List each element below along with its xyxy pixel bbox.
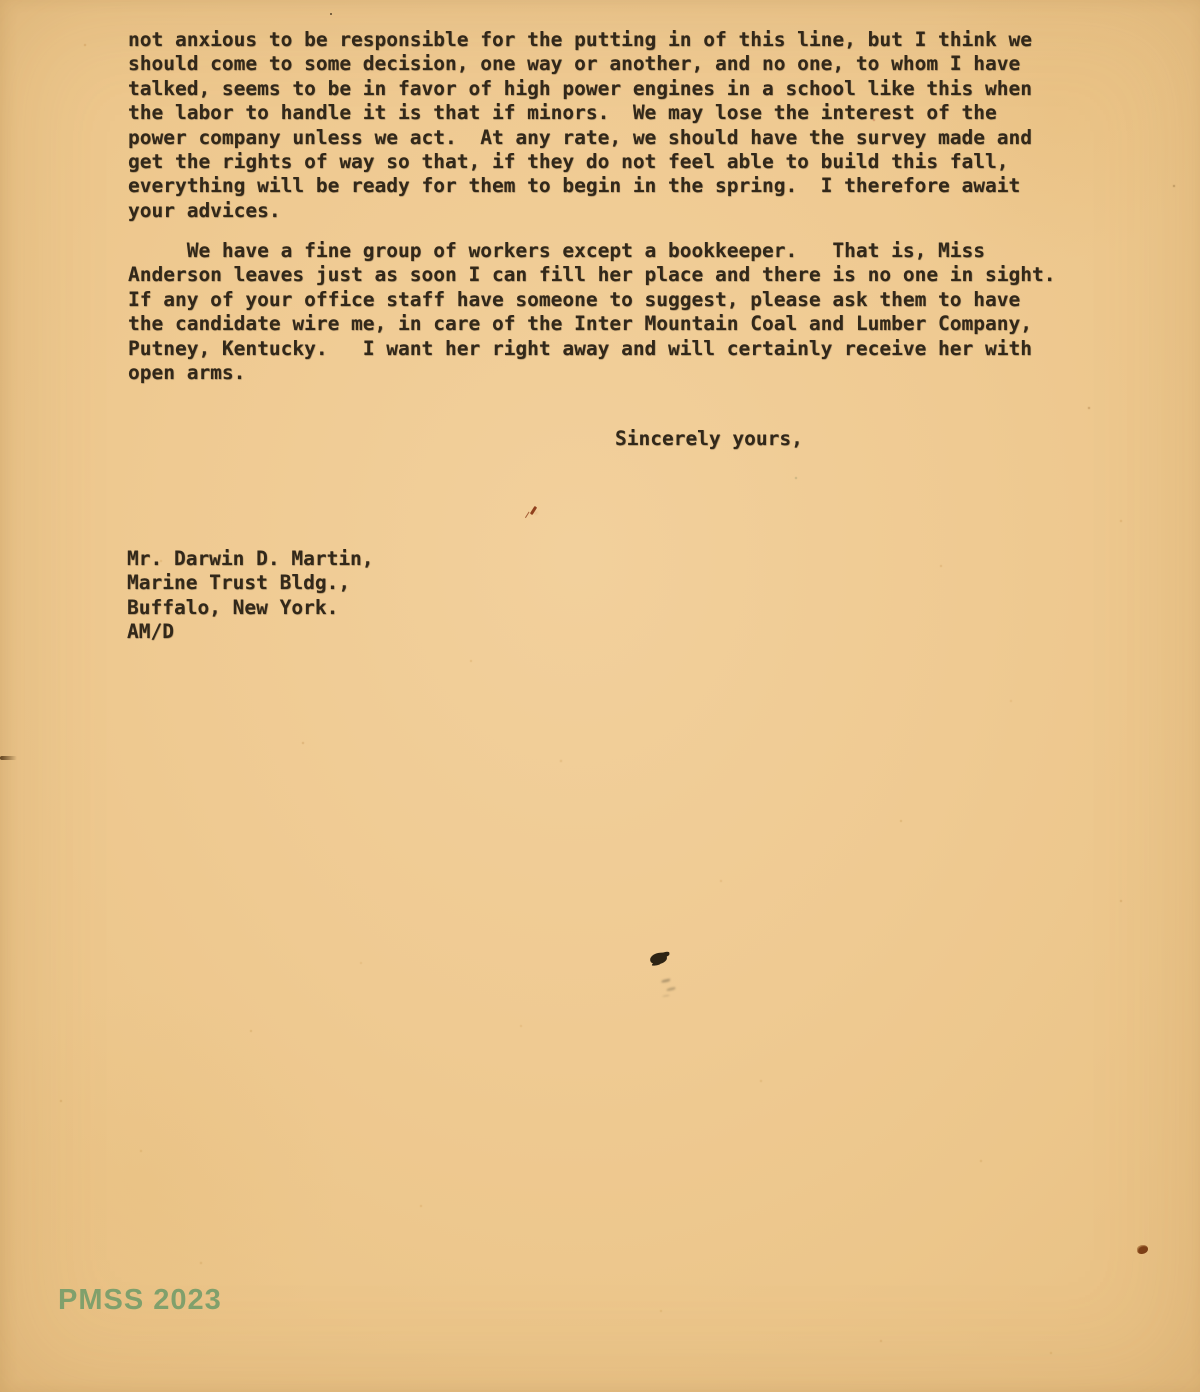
red-speck-mark: [530, 506, 537, 515]
letter-line: should come to some decision, one way or another, and no one, to whom I have: [128, 52, 1021, 76]
letter-paragraph-1: [128, 28, 1032, 223]
letter-line: get the rights of way so that, if they do not feel able to build this fall,: [128, 150, 1009, 174]
archive-watermark: PMSS 2023: [58, 1284, 222, 1316]
left-edge-mark: [0, 756, 17, 760]
letter-paragraph-2: [128, 239, 1055, 385]
letter-line: Putney, Kentucky. I want her right away and will certainly receive her with: [128, 336, 1032, 360]
closing-salutation: Sincerely yours,: [615, 427, 803, 450]
recipient-address-block: [127, 547, 374, 645]
recipient-name: Mr. Darwin D. Martin,: [127, 547, 374, 570]
letter-line: Anderson leaves just as soon I can fill her place and there is no one in sight.: [128, 263, 1056, 287]
brown-speck: [1137, 1245, 1148, 1254]
letter-line: We have a fine group of workers except a bookkeeper. That is, Miss: [128, 239, 986, 262]
letter-line: power company unless we act. At any rate, we should have the survey made and: [128, 125, 1032, 149]
letter-line: everything will be ready for them to begin in the spring. I therefore await: [128, 174, 1021, 198]
recipient-building: Marine Trust Bldg.,: [127, 571, 351, 595]
letter-line: If any of your office staff have someone to suggest, please ask them to have: [128, 287, 1021, 311]
letter-line: open arms.: [128, 361, 246, 385]
letter-line: the candidate wire me, in care of the Inter Mountain Coal and Lumber Company,: [128, 312, 1032, 336]
letter-line: not anxious to be responsible for the putting in of this line, but I think we: [128, 28, 1032, 51]
letter-line: the labor to handle it is that if minors. We may lose the interest of the: [128, 101, 997, 125]
letter-line: your advices.: [128, 198, 281, 222]
paper-fiber-specks: [0, 0, 2, 2]
typist-initials: AM/D: [127, 620, 174, 644]
letter-line: talked, seems to be in favor of high power engines in a school like this when: [128, 76, 1032, 100]
ink-blot: [649, 952, 667, 965]
recipient-city: Buffalo, New York.: [127, 595, 339, 619]
